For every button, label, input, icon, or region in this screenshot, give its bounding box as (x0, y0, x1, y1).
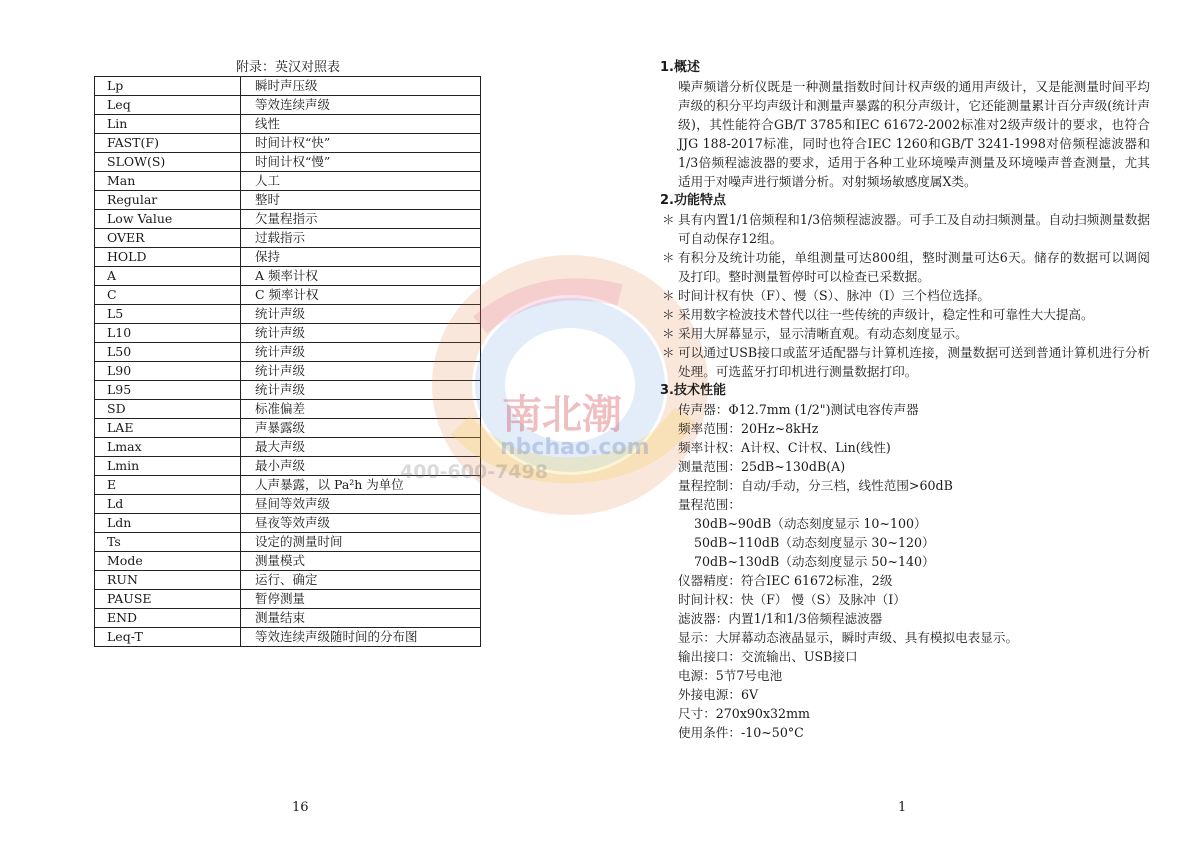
glossary-meaning: 线性 (241, 115, 481, 134)
spec-item: 使用条件：-10~50°C (678, 725, 804, 740)
glossary-meaning: 暂停测量 (241, 590, 481, 609)
table-row (95, 628, 481, 647)
glossary-term: Leq (95, 96, 241, 115)
glossary-term: Lin (95, 115, 241, 134)
spec-item: 仪器精度：符合IEC 61672标准，2级 (678, 573, 893, 588)
glossary-meaning: 最小声级 (241, 457, 481, 476)
glossary-term: RUN (95, 571, 241, 590)
table-row (95, 248, 481, 267)
table-row (95, 267, 481, 286)
glossary-term: Man (95, 172, 241, 191)
glossary-meaning: 统计声级 (241, 343, 481, 362)
bullet-star-icon: ＊ (662, 345, 675, 360)
glossary-term: OVER (95, 229, 241, 248)
glossary-term: L50 (95, 343, 241, 362)
glossary-meaning: 等效连续声级 (241, 96, 481, 115)
table-row (95, 400, 481, 419)
feature-item (660, 248, 1150, 286)
table-row (95, 134, 481, 153)
range-item: 70dB~130dB（动态刻度显示 50~140） (694, 554, 935, 569)
table-row (95, 191, 481, 210)
glossary-meaning: 等效连续声级随时间的分布图 (241, 628, 481, 647)
table-row (95, 533, 481, 552)
spec-item: 滤波器：内置1/1和1/3倍频程滤波器 (678, 611, 883, 626)
glossary-term: Mode (95, 552, 241, 571)
feature-text: 可以通过USB接口或蓝牙适配器与计算机连接，测量数据可送到普通计算机进行分析处理。可选蓝牙打印机进行测量数据打印。 (678, 345, 1150, 379)
feature-text: 有积分及统计功能，单组测量可达800组，整时测量可达6天。储存的数据可以调阅及打印。整时测量暂停时可以检查已采数据。 (678, 250, 1150, 284)
glossary-meaning: 人声暴露，以 Pa²h 为单位 (241, 476, 481, 495)
spec-item: 尺寸：270x90x32mm (678, 706, 810, 721)
table-row (95, 609, 481, 628)
glossary-meaning: A 频率计权 (241, 267, 481, 286)
glossary-title: 附录：英汉对照表 (235, 60, 340, 75)
glossary-term: HOLD (95, 248, 241, 267)
section-specs-title: 3.技术性能 (660, 383, 726, 398)
table-row (95, 153, 481, 172)
feature-text: 采用数字检波技术替代以往一些传统的声级计，稳定性和可靠性大大提高。 (678, 307, 1094, 322)
glossary-meaning: 统计声级 (241, 362, 481, 381)
table-row (95, 495, 481, 514)
glossary-meaning: 保持 (241, 248, 481, 267)
glossary-meaning: 时间计权“慢” (241, 153, 481, 172)
glossary-term: LAE (95, 419, 241, 438)
glossary-term: Lmin (95, 457, 241, 476)
glossary-meaning: 整时 (241, 191, 481, 210)
bullet-star-icon: ＊ (662, 326, 675, 341)
glossary-term: L95 (95, 381, 241, 400)
feature-text: 具有内置1/1倍频程和1/3倍频程滤波器。可手工及自动扫频测量。自动扫频测量数据可自动保存12组。 (678, 212, 1150, 246)
table-row (95, 324, 481, 343)
table-row (95, 172, 481, 191)
glossary-term: SLOW(S) (95, 153, 241, 172)
range-item: 50dB~110dB（动态刻度显示 30~120） (694, 535, 935, 550)
glossary-term: A (95, 267, 241, 286)
watermark-phone: 400-600-7498 (400, 461, 548, 483)
bullet-star-icon: ＊ (662, 307, 675, 322)
spec-item: 测量范围：25dB~130dB(A) (678, 459, 846, 474)
glossary-term: Low Value (95, 210, 241, 229)
page-number-right: 1 (898, 800, 907, 815)
table-row (95, 552, 481, 571)
table-row (95, 571, 481, 590)
glossary-meaning: 运行、确定 (241, 571, 481, 590)
glossary-table (94, 76, 481, 647)
spec-item: 传声器：Φ12.7mm (1/2")测试电容传声器 (678, 402, 919, 417)
glossary-term: Ts (95, 533, 241, 552)
table-row (95, 457, 481, 476)
glossary-meaning: 声暴露级 (241, 419, 481, 438)
feature-item (660, 305, 1150, 324)
glossary-meaning: 统计声级 (241, 381, 481, 400)
glossary-meaning: 欠量程指示 (241, 210, 481, 229)
glossary-term: Ldn (95, 514, 241, 533)
glossary-meaning: C 频率计权 (241, 286, 481, 305)
section-features-title: 2.功能特点 (660, 193, 726, 208)
table-row (95, 343, 481, 362)
table-row (95, 476, 481, 495)
spec-item: 频率计权：A计权、C计权、Lin(线性) (678, 440, 891, 455)
glossary-term: L10 (95, 324, 241, 343)
table-row (95, 96, 481, 115)
right-content (660, 58, 1150, 742)
glossary-term: Lp (95, 77, 241, 96)
range-item: 30dB~90dB（动态刻度显示 10~100） (694, 516, 927, 531)
glossary-term: FAST(F) (95, 134, 241, 153)
glossary-meaning: 昼间等效声级 (241, 495, 481, 514)
glossary-term: C (95, 286, 241, 305)
spec-item: 量程范围： (678, 497, 741, 512)
glossary-meaning: 人工 (241, 172, 481, 191)
table-row (95, 115, 481, 134)
table-row (95, 77, 481, 96)
glossary-meaning: 最大声级 (241, 438, 481, 457)
spec-item: 输出接口：交流输出、USB接口 (678, 649, 858, 664)
table-row (95, 286, 481, 305)
bullet-star-icon: ＊ (662, 212, 675, 227)
glossary-term: E (95, 476, 241, 495)
table-row (95, 514, 481, 533)
spec-item: 时间计权：快（F） 慢（S）及脉冲（I） (678, 592, 906, 607)
glossary-meaning: 统计声级 (241, 305, 481, 324)
page-number-left: 16 (292, 800, 309, 815)
spec-item: 电源：5节7号电池 (678, 668, 783, 683)
table-row (95, 590, 481, 609)
watermark-site: nbchao.com (500, 435, 650, 460)
spec-item: 量程控制：自动/手动，分三档，线性范围>60dB (678, 478, 953, 493)
glossary-meaning: 设定的测量时间 (241, 533, 481, 552)
bullet-star-icon: ＊ (662, 250, 675, 265)
glossary-term: L90 (95, 362, 241, 381)
feature-item (660, 324, 1150, 343)
glossary-meaning: 测量模式 (241, 552, 481, 571)
table-row (95, 381, 481, 400)
glossary-term: PAUSE (95, 590, 241, 609)
table-row (95, 210, 481, 229)
glossary-term: L5 (95, 305, 241, 324)
section-overview-title: 1.概述 (660, 60, 700, 75)
watermark-brand: 南北潮 (502, 392, 622, 438)
glossary-term: Ld (95, 495, 241, 514)
feature-item (660, 210, 1150, 248)
glossary-term: Lmax (95, 438, 241, 457)
spec-item: 频率范围：20Hz~8kHz (678, 421, 819, 436)
glossary-meaning: 瞬时声压级 (241, 77, 481, 96)
glossary-meaning: 过载指示 (241, 229, 481, 248)
table-row (95, 419, 481, 438)
table-row (95, 305, 481, 324)
table-row (95, 229, 481, 248)
glossary-meaning: 标准偏差 (241, 400, 481, 419)
glossary-meaning: 昼夜等效声级 (241, 514, 481, 533)
glossary-term: Regular (95, 191, 241, 210)
spec-item: 显示：大屏幕动态液晶显示，瞬时声级、具有模拟电表显示。 (678, 630, 1019, 645)
specs-list (660, 400, 1150, 742)
glossary-meaning: 统计声级 (241, 324, 481, 343)
glossary-meaning: 测量结束 (241, 609, 481, 628)
table-row (95, 438, 481, 457)
bullet-star-icon: ＊ (662, 288, 675, 303)
feature-text: 时间计权有快（F）、慢（S）、脉冲（I）三个档位选择。 (678, 288, 990, 303)
spec-item: 外接电源：6V (678, 687, 759, 702)
glossary-term: SD (95, 400, 241, 419)
table-row (95, 362, 481, 381)
feature-item (660, 343, 1150, 381)
glossary-meaning: 时间计权“快” (241, 134, 481, 153)
feature-text: 采用大屏幕显示，显示清晰直观。有动态刻度显示。 (678, 326, 968, 341)
glossary-term: Leq-T (95, 628, 241, 647)
section-overview-text: 噪声频谱分析仪既是一种测量指数时间计权声级的通用声级计，又是能测量时间平均声级的积分平均声级计和测量声暴露的积分声级计，它还能测量累计百分声级(统计声级)，其性能符合GB/T 3785和IEC 61672-2002标准对2级声级计的要求，也符合JJG 188-2017标准，同时也符合IEC 1260和GB/T 3241-1998对倍频程滤波器和1/3倍频程滤波器的要求，适用于各种工业环境噪声测量及环境噪声普查测量，尤其适用于对噪声进行频谱分析。对射频场敏感度属X类。 (678, 79, 1150, 189)
feature-item (660, 286, 1150, 305)
glossary-term: END (95, 609, 241, 628)
features-list (660, 210, 1150, 381)
